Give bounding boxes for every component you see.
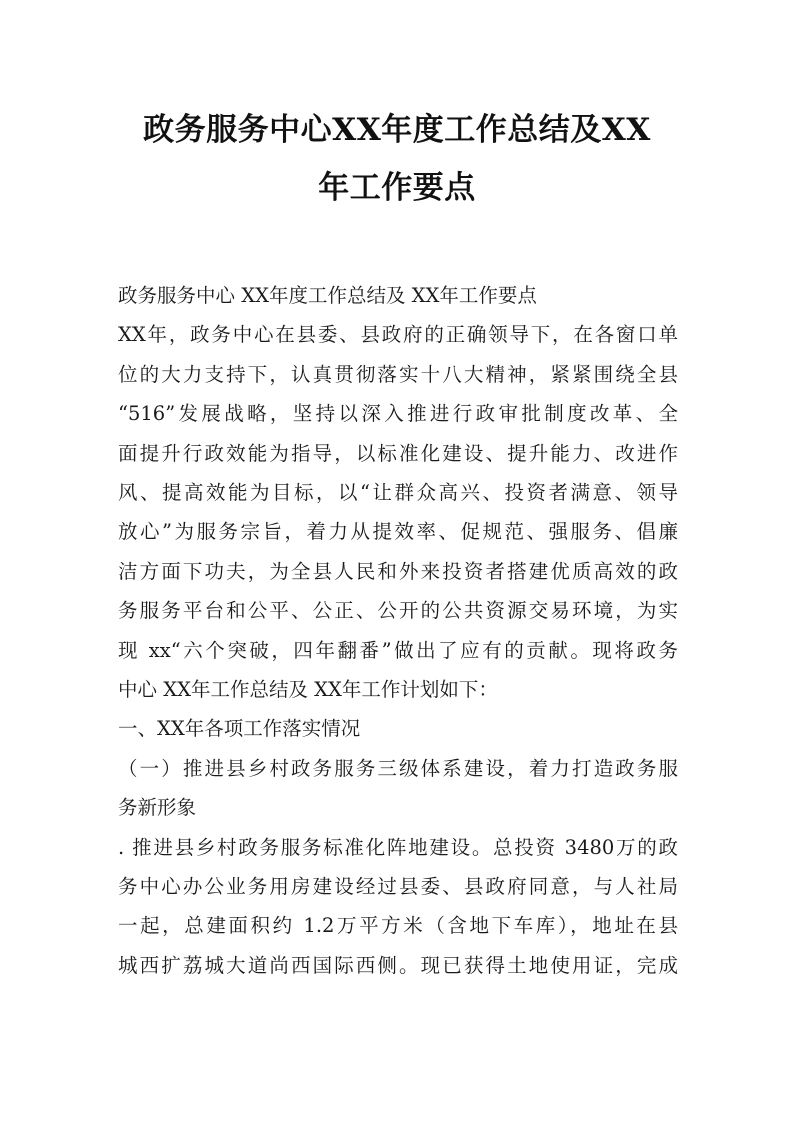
body-line: 现 xx“六个突破，四年翻番”做出了应有的贡献。现将政务 (118, 638, 678, 662)
body-line: 放心”为服务宗旨，着力从提效率、促规范、强服务、倡廉 (118, 520, 678, 544)
body-line: “516”发展战略，坚持以深入推进行政审批制度改革、全 (118, 402, 678, 426)
body-line: 务新形象 (118, 796, 197, 820)
body-line: 务中心办公业务用房建设经过县委、县政府同意，与人社局 (118, 875, 678, 898)
body-line: 一、XX年各项工作落实情况 (118, 717, 361, 741)
body-line: 务服务平台和公平、公正、公开的公共资源交易环境，为实 (118, 599, 678, 623)
document-title-line-2: 年工作要点 (318, 170, 476, 206)
body-line: 位的大力支持下，认真贯彻落实十八大精神，紧紧围绕全县 (118, 362, 678, 386)
body-line: XX年，政务中心在县委、县政府的正确领导下，在各窗口单 (118, 323, 678, 347)
body-line: 中心 XX年工作总结及 XX年工作计划如下： (118, 678, 498, 701)
body-line: 面提升行政效能为指导，以标准化建设、提升能力、改进作 (118, 441, 678, 465)
body-line: 一起，总建面积约 1.2万平方米（含地下车库），地址在县 (118, 914, 678, 938)
document-title-line-1: 政务服务中心XX年度工作总结及XX (143, 112, 651, 148)
body-line: 洁方面下功夫，为全县人民和外来投资者搭建优质高效的政 (118, 559, 678, 583)
body-line: （一）推进县乡村政务服务三级体系建设，着力打造政务服 (118, 756, 678, 780)
body-line: 风、提高效能为目标，以“让群众高兴、投资者满意、领导 (118, 481, 678, 504)
body-line: 城西扩荔城大道尚西国际西侧。现已获得土地使用证，完成 (118, 953, 678, 977)
body-line: 政务服务中心 XX年度工作总结及 XX年工作要点 (118, 284, 537, 307)
body-line: . 推进县乡村政务服务标准化阵地建设。总投资 3480万的政 (118, 835, 678, 859)
